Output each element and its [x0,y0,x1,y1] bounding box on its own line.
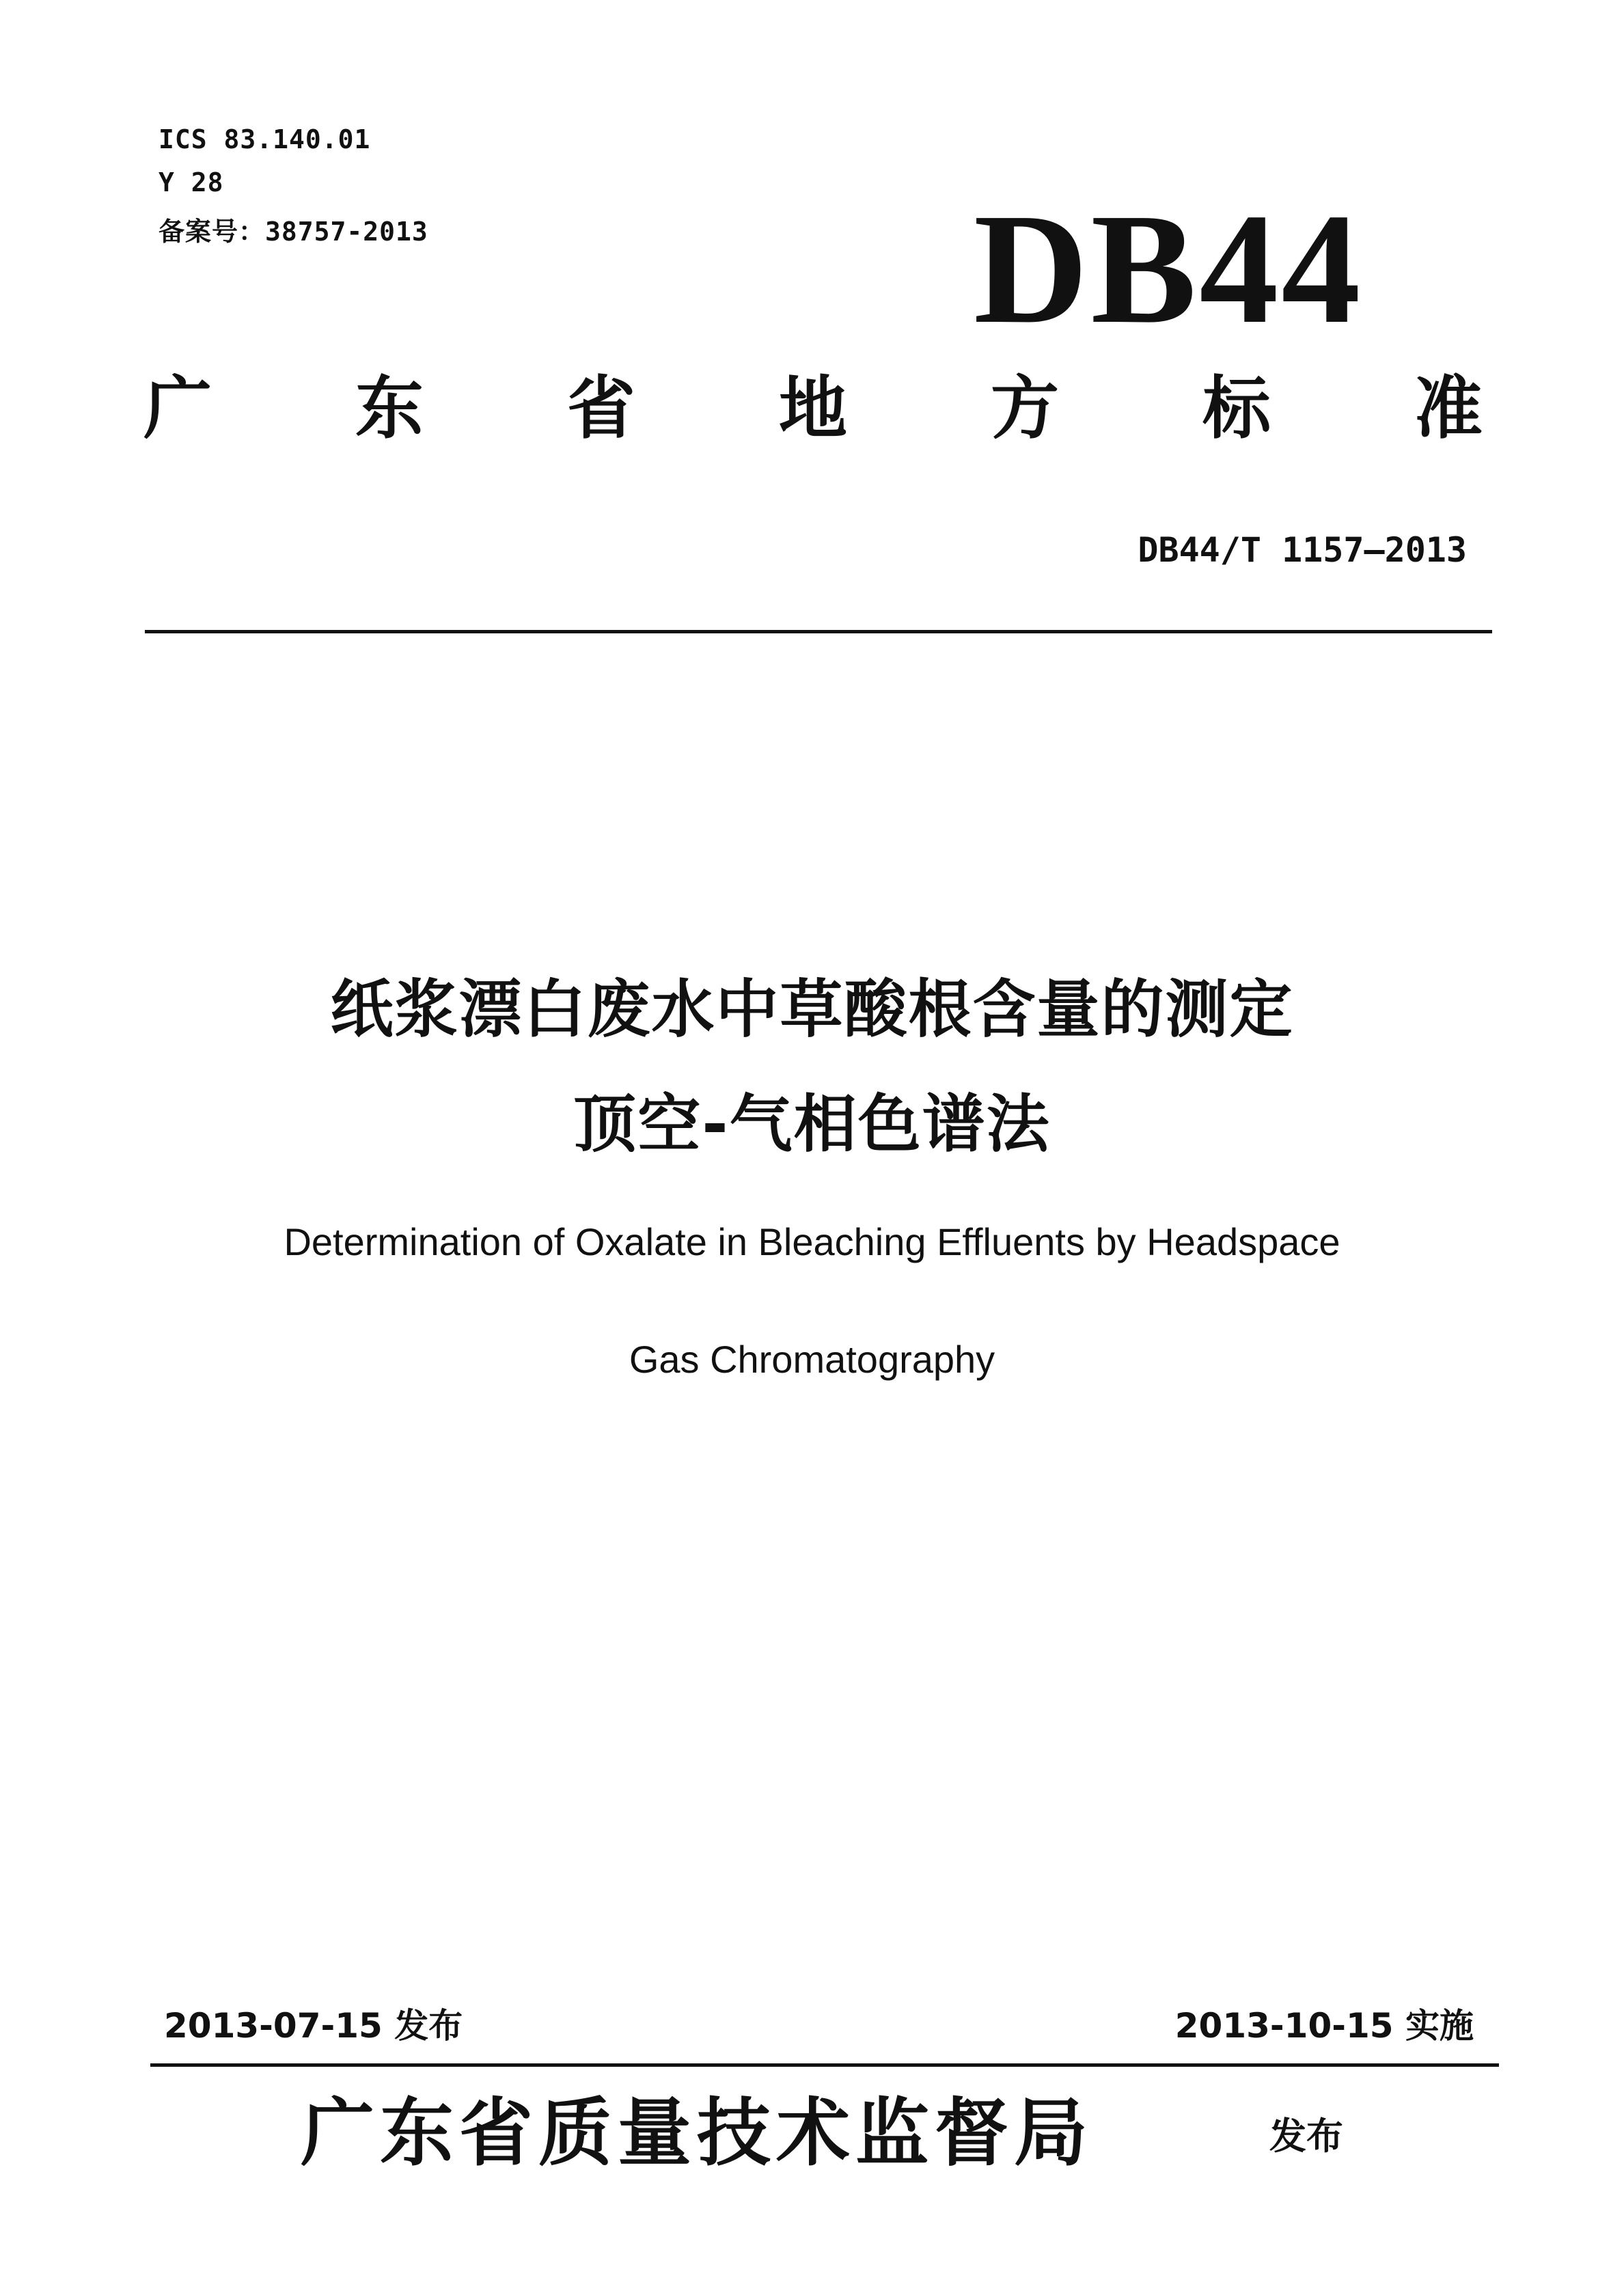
issue-date: 2013-07-15 发布 [164,2006,463,2046]
standard-type-char: 广 [143,368,212,448]
top-divider [145,630,1492,633]
standard-number: DB44/T 1157—2013 [1138,530,1467,570]
filing-number: 备案号：38757-2013 [159,217,428,247]
bottom-divider [150,2063,1499,2067]
title-english-line2: Gas Chromatography [629,1338,995,1381]
publisher-name: 广东省质量技术监督局 [301,2090,1094,2176]
standard-type-char: 方 [991,368,1059,448]
ccs-code: Y 28 [159,167,224,197]
standard-type-char: 省 [567,368,635,448]
title-english-line1: Determination of Oxalate in Bleaching Effluents by Headspace [284,1220,1340,1263]
title-chinese-line1: 纸浆漂白废水中草酸根含量的测定 [330,973,1294,1046]
standard-type-heading [143,368,1483,448]
ics-code: ICS 83.140.01 [159,124,371,154]
standard-type-char: 东 [355,368,424,448]
standard-type-char: 标 [1202,368,1271,448]
publisher-suffix: 发布 [1269,2115,1343,2158]
implementation-date: 2013-10-15 实施 [1174,2006,1474,2046]
standard-type-char: 准 [1414,368,1483,448]
title-chinese-line2: 顶空-气相色谱法 [573,1088,1051,1161]
standard-type-char: 地 [779,368,847,448]
standard-logo: DB44 [974,181,1364,357]
